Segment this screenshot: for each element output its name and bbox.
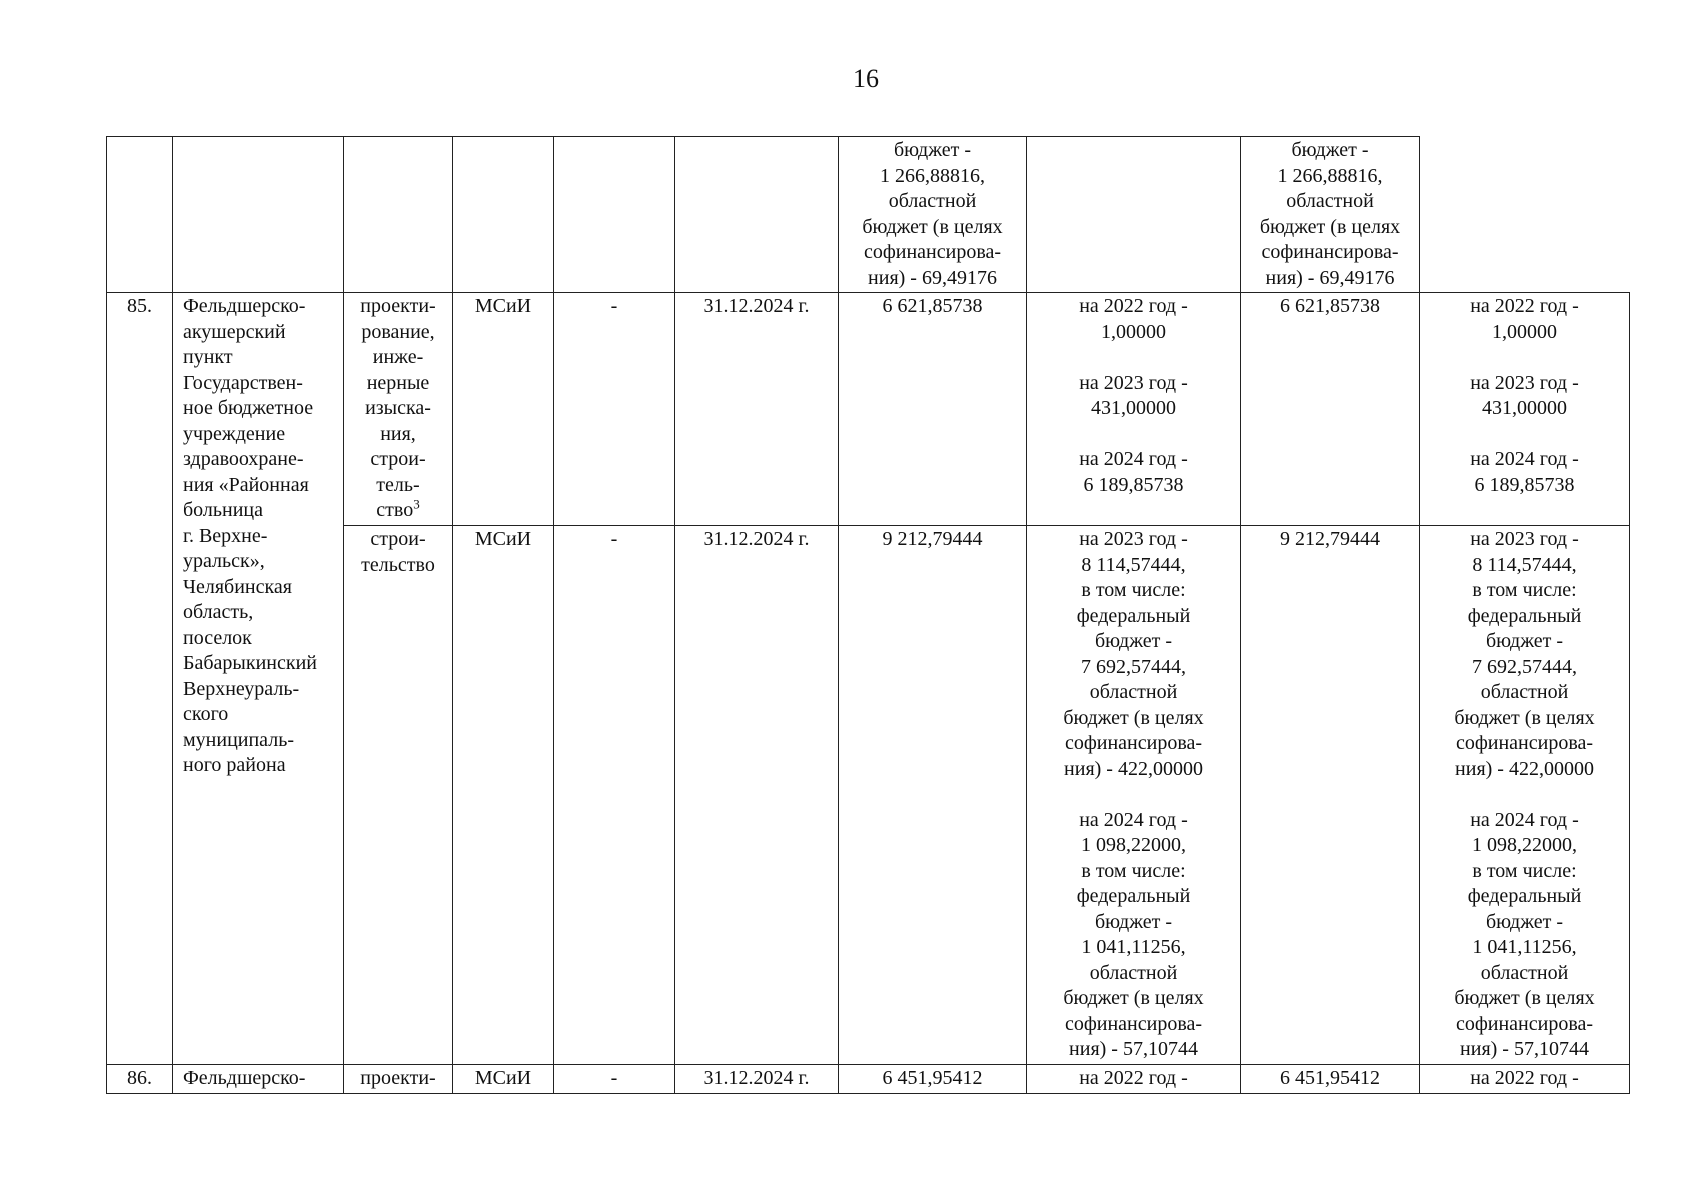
- cell-financing-2: бюджет - 1 266,88816, областной бюджет (в целях софинансирова- ния) - 69,49176: [1241, 137, 1420, 293]
- cell-cost: 6 451,95412: [839, 1065, 1027, 1094]
- cell-financing: бюджет - 1 266,88816, областной бюджет (в целях софинансирова- ния) - 69,49176: [839, 137, 1027, 293]
- cell-financing-2: на 2022 год -: [1420, 1065, 1630, 1094]
- cell-customer: МСиИ: [453, 293, 554, 526]
- table-row-continuation: [107, 137, 1630, 293]
- cell-cost-2: 9 212,79444: [1241, 526, 1420, 1065]
- cell-start: -: [554, 293, 675, 526]
- cell-work-type: строи- тельство: [344, 526, 453, 1065]
- table-row-86: [107, 1065, 1630, 1094]
- cell-deadline: [675, 137, 839, 293]
- cell-deadline: 31.12.2024 г.: [675, 526, 839, 1065]
- cell-cost-2: 6 451,95412: [1241, 1065, 1420, 1094]
- cell-work-type: [344, 137, 453, 293]
- cell-work-type: проекти-: [344, 1065, 453, 1094]
- cell-customer: [453, 137, 554, 293]
- footnote-mark: 3: [413, 496, 420, 512]
- cell-cost: 9 212,79444: [839, 526, 1027, 1065]
- cell-object-name: [173, 137, 344, 293]
- cell-work-type: [344, 293, 453, 526]
- cell-financing-2: на 2023 год - 8 114,57444, в том числе: федеральный бюджет - 7 692,57444, областной бюджет (в целях софинансирова- ния) - 422,00000 на 2024 год - 1 098,22000, в том числе: федеральный бюджет - 1 041,11256, областной бюджет (в целях софинансирова- ния) - 57,10744: [1420, 526, 1630, 1065]
- cell-start: [554, 137, 675, 293]
- cell-financing: на 2023 год - 8 114,57444, в том числе: федеральный бюджет - 7 692,57444, областной бюджет (в целях софинансирова- ния) - 422,00000 на 2024 год - 1 098,22000, в том числе: федеральный бюджет - 1 041,11256, областной бюджет (в целях софинансирова- ния) - 57,10744: [1027, 526, 1241, 1065]
- cell-deadline: 31.12.2024 г.: [675, 293, 839, 526]
- cell-cost: 6 621,85738: [839, 293, 1027, 526]
- cell-customer: МСиИ: [453, 526, 554, 1065]
- cell-number: 86.: [107, 1065, 173, 1094]
- cell-deadline: 31.12.2024 г.: [675, 1065, 839, 1094]
- cell-start: -: [554, 1065, 675, 1094]
- cell-start: -: [554, 526, 675, 1065]
- work-type-text: проекти- рование, инже- нерные изыска- ния, строи- тель- ство: [360, 295, 436, 521]
- page-number: 16: [853, 64, 879, 93]
- cell-number: 85.: [107, 293, 173, 1065]
- cell-financing: на 2022 год - 1,00000 на 2023 год - 431,00000 на 2024 год - 6 189,85738: [1027, 293, 1241, 526]
- cell-financing: на 2022 год -: [1027, 1065, 1241, 1094]
- cell-object-name: Фельдшерско-: [173, 1065, 344, 1094]
- cell-number: [107, 137, 173, 293]
- investment-objects-table: [106, 136, 1630, 1094]
- cell-financing-2: на 2022 год - 1,00000 на 2023 год - 431,00000 на 2024 год - 6 189,85738: [1420, 293, 1630, 526]
- table-row-85-design: [107, 293, 1630, 526]
- cell-cost-2: [1027, 137, 1241, 293]
- cell-customer: МСиИ: [453, 1065, 554, 1094]
- cell-object-name: Фельдшерско- акушерский пункт Государствен- ное бюджетное учреждение здравоохране- ния «Районная больница г. Верхне- уральск», Челябинская область, поселок Бабарыкинский Верхнеураль- ского муниципаль- ного района: [173, 293, 344, 1065]
- cell-cost-2: 6 621,85738: [1241, 293, 1420, 526]
